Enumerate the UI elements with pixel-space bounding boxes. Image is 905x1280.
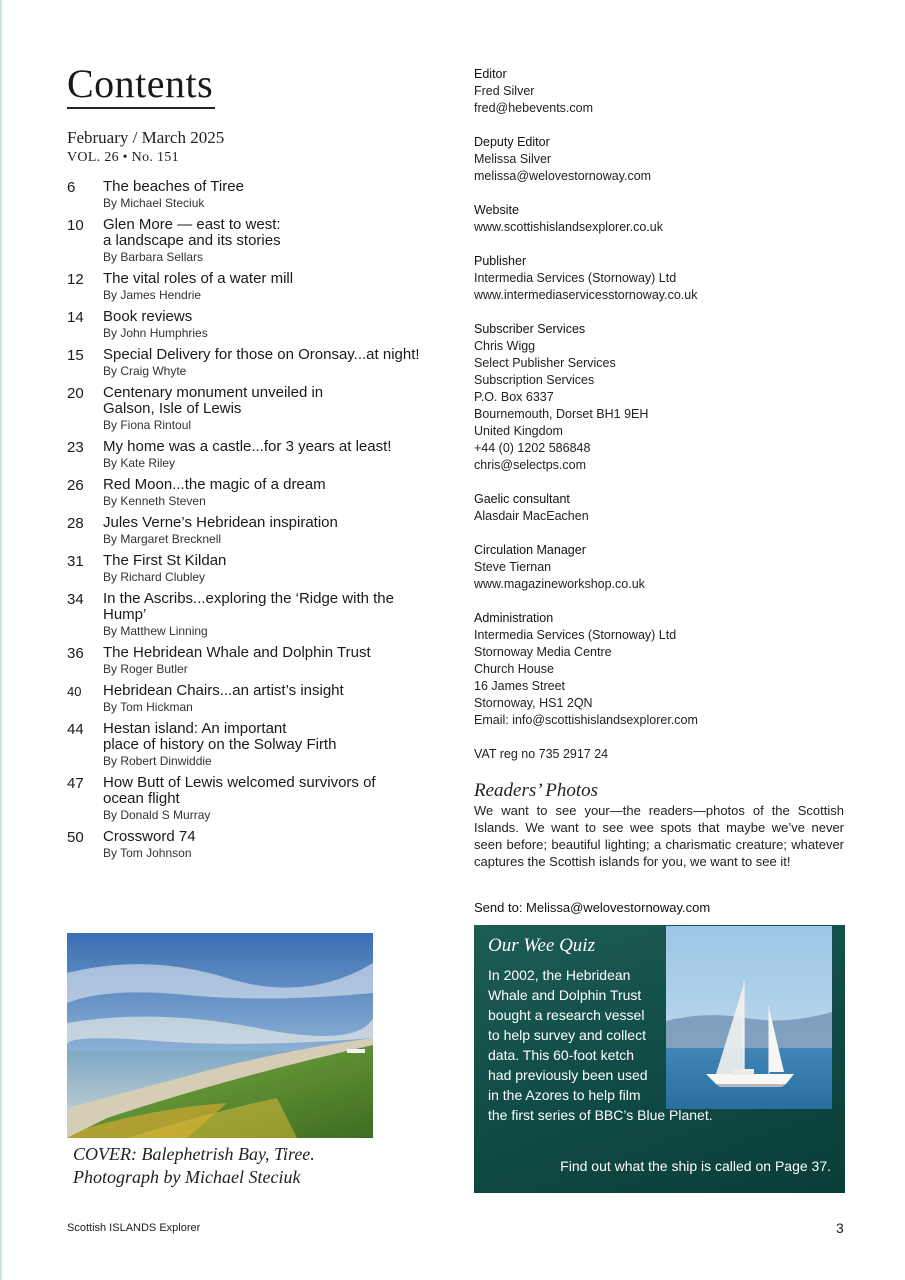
contents-entry bbox=[67, 309, 447, 341]
masthead-line: Steve Tiernan bbox=[474, 560, 552, 574]
contents-entry-body bbox=[103, 271, 447, 303]
masthead-deputy-editor bbox=[474, 134, 854, 185]
issue-date: February / March 2025 bbox=[67, 128, 225, 147]
contents-page-number: 23 bbox=[67, 439, 84, 456]
cover-photo bbox=[67, 933, 373, 1138]
contents-page-number: 14 bbox=[67, 309, 84, 326]
masthead-vat bbox=[474, 746, 854, 763]
masthead-line: chris@selectps.com bbox=[474, 458, 587, 472]
masthead-line: P.O. Box 6337 bbox=[474, 390, 554, 404]
contents-page-number: 28 bbox=[67, 515, 84, 532]
title-underline bbox=[67, 107, 215, 109]
masthead-role: Gaelic consultant bbox=[474, 492, 570, 506]
contents-entry-body bbox=[103, 439, 447, 471]
contents-entry-body bbox=[103, 477, 447, 509]
contents-byline: By Craig Whyte bbox=[103, 364, 187, 378]
contents-entry-body bbox=[103, 515, 447, 547]
contents-article-title: Red Moon...the magic of a dream bbox=[103, 476, 326, 493]
contents-page-number: 40 bbox=[67, 684, 82, 699]
masthead-line: Fred Silver bbox=[474, 84, 535, 98]
contents-entry bbox=[67, 477, 447, 509]
masthead-role: Deputy Editor bbox=[474, 135, 550, 149]
contents-byline: By Michael Steciuk bbox=[103, 196, 205, 210]
contents-byline: By Tom Johnson bbox=[103, 846, 192, 860]
masthead-administration bbox=[474, 610, 854, 729]
contents-page-number: 10 bbox=[67, 217, 84, 234]
page-title: Contents bbox=[67, 61, 214, 106]
contents-article-title: The vital roles of a water mill bbox=[103, 270, 294, 287]
contents-byline: By John Humphries bbox=[103, 326, 208, 340]
contents-article-title: Hebridean Chairs...an artist’s insight bbox=[103, 682, 344, 699]
contents-byline: By Fiona Rintoul bbox=[103, 418, 192, 432]
masthead-role: Administration bbox=[474, 611, 554, 625]
masthead-line: United Kingdom bbox=[474, 424, 563, 438]
quiz-text-wide: the first series of BBC’s Blue Planet. bbox=[488, 1107, 713, 1123]
contents-article-title: Book reviews bbox=[103, 308, 193, 325]
contents-page-number: 26 bbox=[67, 477, 84, 494]
masthead-subscriber-services bbox=[474, 321, 854, 474]
contents-byline: By Roger Butler bbox=[103, 662, 188, 676]
contents-article-title: The beaches of Tiree bbox=[103, 178, 244, 195]
readers-photos-heading: Readers’ Photos bbox=[474, 780, 599, 801]
contents-article-title: Glen More — east to west: a landscape and its stories bbox=[103, 216, 281, 249]
contents-entry bbox=[67, 439, 447, 471]
contents-byline: By Tom Hickman bbox=[103, 700, 193, 714]
masthead-editor bbox=[474, 66, 854, 117]
masthead-line: Intermedia Services (Stornoway) Ltd bbox=[474, 628, 677, 642]
masthead-line: Stornoway, HS1 2QN bbox=[474, 696, 593, 710]
contents-page-number: 15 bbox=[67, 347, 84, 364]
contents-byline: By Matthew Linning bbox=[103, 624, 208, 638]
contents-entry bbox=[67, 591, 447, 639]
contents-entry bbox=[67, 385, 447, 433]
contents-page-number: 44 bbox=[67, 721, 84, 738]
contents-article-title: Centenary monument unveiled in Galson, Isle of Lewis bbox=[103, 384, 324, 417]
masthead-line: www.magazineworkshop.co.uk bbox=[474, 577, 645, 591]
cover-photo-image bbox=[67, 933, 373, 1138]
readers-photos-body: We want to see your—the readers—photos of the Scottish Islands. We want to see wee spots that maybe we’ve never seen before; beautiful lighting; a charismatic creature; whatever captures the Scottish islands for you, we want to see it! bbox=[474, 803, 844, 869]
masthead-role: Website bbox=[474, 203, 519, 217]
masthead-line: www.intermediaservicesstornoway.co.uk bbox=[474, 288, 698, 302]
contents-byline: By Margaret Brecknell bbox=[103, 532, 222, 546]
contents-entry bbox=[67, 645, 447, 677]
masthead-gaelic-consultant bbox=[474, 491, 854, 525]
contents-entry bbox=[67, 553, 447, 585]
contents-entry bbox=[67, 347, 447, 379]
contents-byline: By Kate Riley bbox=[103, 456, 176, 470]
contents-entry bbox=[67, 217, 447, 265]
contents-entry bbox=[67, 683, 447, 715]
contents-page-number: 50 bbox=[67, 829, 84, 846]
contents-page-number: 34 bbox=[67, 591, 84, 608]
masthead-role: Publisher bbox=[474, 254, 527, 268]
footer-publication: Scottish ISLANDS Explorer bbox=[67, 1222, 201, 1234]
masthead-line: Bournemouth, Dorset BH1 9EH bbox=[474, 407, 649, 421]
contents-entry-body bbox=[103, 645, 447, 677]
contents-article-title: The Hebridean Whale and Dolphin Trust bbox=[103, 644, 371, 661]
masthead-website bbox=[474, 202, 854, 236]
contents-entry-body bbox=[103, 683, 447, 715]
masthead-line: Email: info@scottishislandsexplorer.com bbox=[474, 713, 698, 727]
page-edge-border bbox=[0, 0, 2, 1280]
contents-entry-body bbox=[103, 553, 447, 585]
contents-article-title: Jules Verne’s Hebridean inspiration bbox=[103, 514, 338, 531]
masthead bbox=[474, 66, 854, 780]
masthead-line: Alasdair MacEachen bbox=[474, 509, 589, 523]
contents-byline: By James Hendrie bbox=[103, 288, 202, 302]
contents-article-title: The First St Kildan bbox=[103, 552, 227, 569]
masthead-line: Chris Wigg bbox=[474, 339, 536, 353]
contents-byline: By Barbara Sellars bbox=[103, 250, 204, 264]
contents-page-number: 31 bbox=[67, 553, 84, 570]
masthead-role: Subscriber Services bbox=[474, 322, 586, 336]
quiz-text-narrow: In 2002, the Hebridean Whale and Dolphin Trust bought a research vessel to help survey and collect data. This 60-foot ketch had previously been used in the Azores to help film bbox=[488, 967, 648, 1103]
masthead-line: +44 (0) 1202 586848 bbox=[474, 441, 591, 455]
contents-page-number: 6 bbox=[67, 179, 76, 196]
contents-page-number: 36 bbox=[67, 645, 84, 662]
masthead-line: Melissa Silver bbox=[474, 152, 552, 166]
contents-entry bbox=[67, 721, 447, 769]
masthead-line: 16 James Street bbox=[474, 679, 566, 693]
contents-byline: By Kenneth Steven bbox=[103, 494, 206, 508]
contents-byline: By Donald S Murray bbox=[103, 808, 211, 822]
contents-entry-body bbox=[103, 775, 447, 823]
quiz-box bbox=[474, 925, 845, 1193]
contents-entry-body bbox=[103, 309, 447, 341]
contents-article-title: In the Ascribs...exploring the ‘Ridge with the Hump’ bbox=[103, 590, 394, 623]
quiz-title: Our Wee Quiz bbox=[488, 935, 595, 956]
masthead-line: Subscription Services bbox=[474, 373, 595, 387]
contents-article-title: Hestan island: An important place of history on the Solway Firth bbox=[103, 720, 337, 753]
masthead-line: Stornoway Media Centre bbox=[474, 645, 612, 659]
contents-entry bbox=[67, 775, 447, 823]
contents-article-title: Special Delivery for those on Oronsay...at night! bbox=[103, 346, 420, 363]
masthead-line: Select Publisher Services bbox=[474, 356, 616, 370]
masthead-line: melissa@welovestornoway.com bbox=[474, 169, 652, 183]
masthead-circulation bbox=[474, 542, 854, 593]
contents-article-title: Crossword 74 bbox=[103, 828, 196, 845]
contents-entry-body bbox=[103, 721, 447, 769]
quiz-question bbox=[488, 965, 743, 1125]
footer-page-number: 3 bbox=[836, 1220, 844, 1236]
contents-entry-body bbox=[103, 829, 447, 861]
contents-entry-body bbox=[103, 347, 447, 379]
contents-byline: By Richard Clubley bbox=[103, 570, 206, 584]
contents-article-title: My home was a castle...for 3 years at least! bbox=[103, 438, 392, 455]
contents-page-number: 12 bbox=[67, 271, 84, 288]
readers-photos-send-to: Send to: Melissa@welovestornoway.com bbox=[474, 900, 711, 915]
contents-entry bbox=[67, 515, 447, 547]
masthead-line: www.scottishislandsexplorer.co.uk bbox=[474, 220, 663, 234]
contents-entry-body bbox=[103, 385, 447, 433]
masthead-role: Editor bbox=[474, 67, 507, 81]
masthead-publisher bbox=[474, 253, 854, 304]
masthead-line: fred@hebevents.com bbox=[474, 101, 594, 115]
cover-caption: COVER: Balephetrish Bay, Tiree. Photograph by Michael Steciuk bbox=[73, 1144, 315, 1187]
contents-entry bbox=[67, 271, 447, 303]
contents-byline: By Robert Dinwiddie bbox=[103, 754, 212, 768]
contents-entry-body bbox=[103, 217, 447, 265]
masthead-line: Church House bbox=[474, 662, 554, 676]
contents-entry-body bbox=[103, 179, 447, 211]
issue-volume: VOL. 26 • No. 151 bbox=[67, 150, 179, 165]
contents-list bbox=[67, 179, 447, 867]
contents-article-title: How Butt of Lewis welcomed survivors of ocean flight bbox=[103, 774, 376, 807]
vat-number: VAT reg no 735 2917 24 bbox=[474, 747, 609, 761]
contents-entry-body bbox=[103, 591, 447, 639]
masthead-line: Intermedia Services (Stornoway) Ltd bbox=[474, 271, 677, 285]
contents-entry bbox=[67, 179, 447, 211]
masthead-role: Circulation Manager bbox=[474, 543, 586, 557]
contents-page-number: 20 bbox=[67, 385, 84, 402]
contents-page-number: 47 bbox=[67, 775, 84, 792]
contents-entry bbox=[67, 829, 447, 861]
quiz-footer: Find out what the ship is called on Page 37. bbox=[560, 1158, 831, 1174]
